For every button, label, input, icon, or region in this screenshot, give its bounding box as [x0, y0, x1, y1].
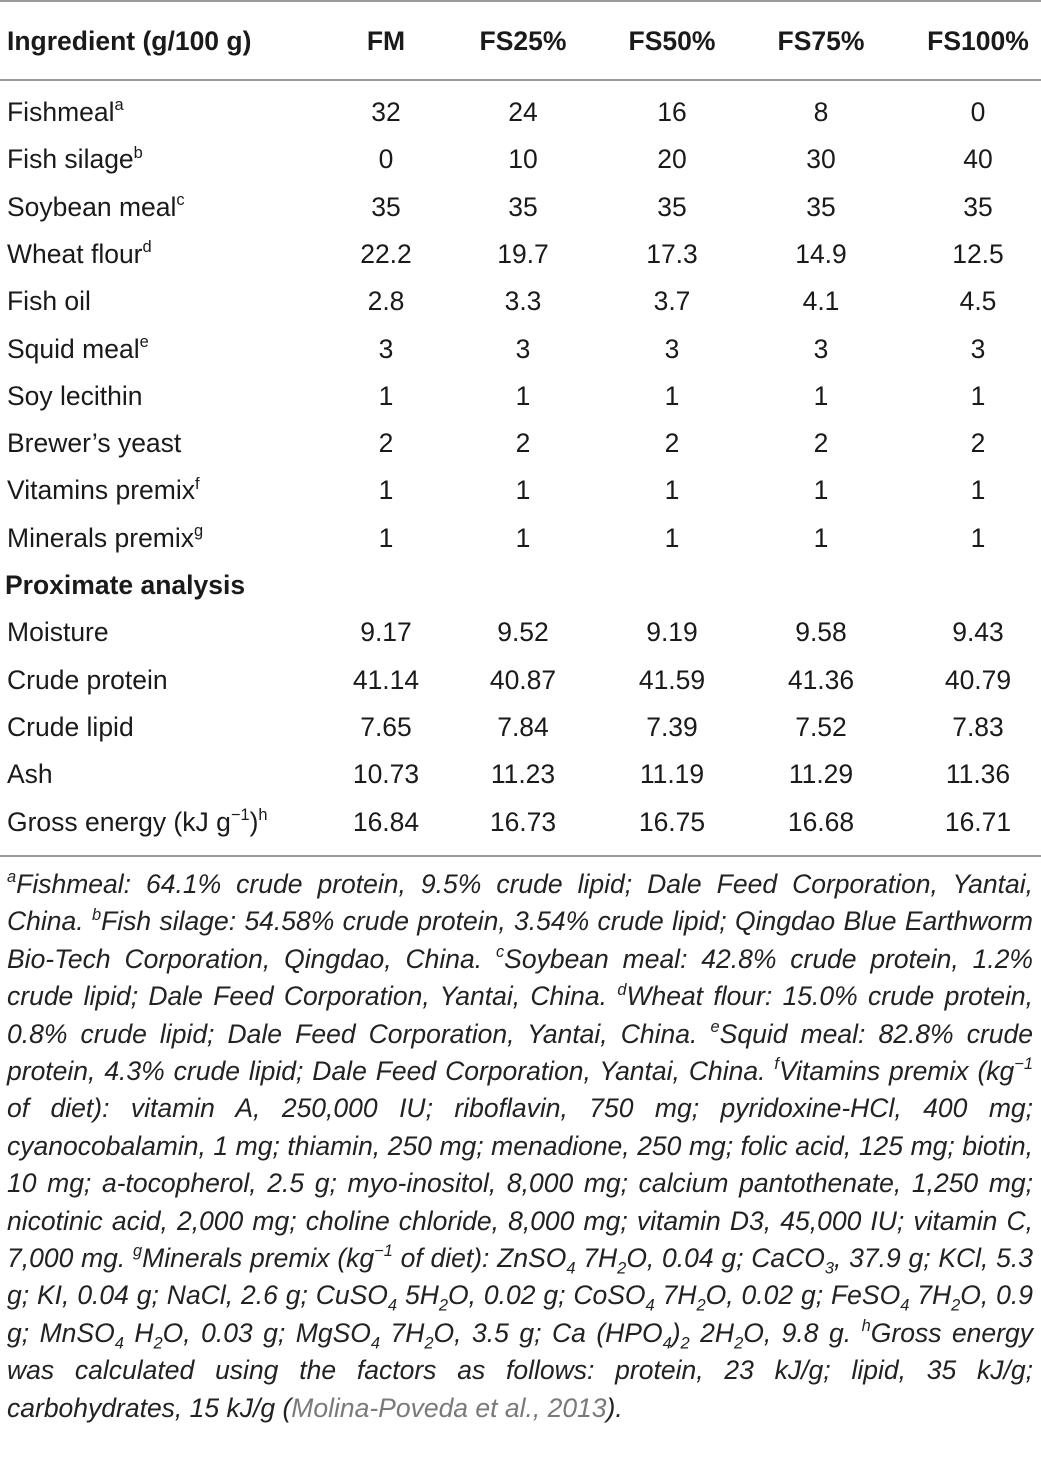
table-cell: 9.58	[795, 617, 847, 648]
footnote-e: Squid meal: 82.8% crude protein, 4.3% crude lipid; Dale Feed Corporation, Yantai, China.	[7, 1018, 1034, 1087]
table-cell: 16.68	[787, 806, 855, 837]
row-label-text: Crude protein	[7, 664, 168, 695]
table-cell: 16.75	[638, 806, 706, 837]
table-cell: 8	[813, 97, 829, 127]
row-label	[7, 751, 53, 798]
table-cell: 2	[813, 428, 829, 459]
table-cell: 10.73	[352, 759, 420, 790]
table-cell: 16.84	[352, 806, 420, 837]
row-label	[7, 420, 181, 467]
formula-text: ZnSO	[497, 1243, 567, 1274]
table-cell: 9.43	[952, 617, 1004, 648]
table-cell: 10	[508, 144, 538, 175]
footnote-mark-a: a	[7, 868, 17, 887]
subscript: 4	[387, 1296, 398, 1315]
table-cell: 1	[515, 380, 531, 411]
table-footnotes	[7, 866, 1033, 1427]
subscript: 2	[696, 1296, 706, 1315]
subscript: 2	[680, 1334, 690, 1353]
table-cell: 30	[806, 144, 836, 175]
row-label	[7, 278, 91, 325]
footnote-d: Wheat flour: 15.0% crude protein, 0.8% crude lipid; Dale Feed Corporation, Yantai, China.	[7, 981, 1033, 1049]
footnote-h-tail: ).	[606, 1392, 623, 1423]
row-label-text: Soybean meal	[7, 191, 177, 222]
table-row	[0, 184, 1041, 231]
footnote-marker: f	[195, 474, 200, 493]
subscript: 4	[645, 1296, 655, 1315]
row-label-text: Minerals premix	[7, 522, 195, 553]
formula-text: 7H	[654, 1280, 697, 1311]
subscript: 4	[662, 1334, 672, 1353]
formula-text: O, 0.04 g; CaCO	[626, 1243, 825, 1274]
formula-text: 5H	[397, 1280, 439, 1311]
footnote-marker: e	[139, 332, 149, 351]
table-cell: 7.84	[497, 711, 549, 742]
row-label-text: Fishmeal	[7, 97, 115, 127]
table-row	[0, 373, 1041, 420]
table-cell: 11.23	[490, 759, 556, 790]
row-label	[7, 609, 109, 656]
row-label-text: Soy lecithin	[7, 380, 143, 411]
subscript: 2	[424, 1334, 434, 1353]
table-cell: 19.7	[497, 238, 549, 269]
table-row	[0, 231, 1041, 278]
top-rule	[0, 0, 1041, 2]
table-cell: 1	[664, 380, 680, 411]
table-cell: 9.52	[497, 617, 549, 648]
table-cell: 3.7	[653, 286, 691, 317]
table-cell: 7.65	[360, 711, 412, 742]
subscript: 2	[617, 1259, 627, 1278]
formula-text: O, 9.8 g.	[743, 1317, 862, 1348]
header-ingredient: Ingredient (g/100 g)	[7, 26, 252, 56]
subscript: 3	[824, 1259, 835, 1278]
table-cell: 0	[970, 97, 986, 127]
footnote-f-post: of diet): vitamin A, 250,000 IU; riboflavin, 750 mg; pyridoxine-HCl, 400 mg; cyanocobalamin, 1 mg; thiamin, 250 mg; menadione, 250 mg; folic acid, 125 mg; biotin, 10 mg; a-tocopherol, 2.5 g; myo-inositol, 8,000 mg; calcium pantothenate, 1,250 mg; nicotinic acid, 2,000 mg; choline chloride, 8,000 mg; vitamin D3, 45,000 IU; vitamin C, 7,000 mg.	[7, 1093, 1033, 1274]
footnote-c: Soybean meal: 42.8% crude protein, 1.2% crude lipid; Dale Feed Corporation, Yantai, China.	[7, 943, 1033, 1012]
table-cell: 1	[378, 522, 394, 553]
footnote-mark-h: h	[861, 1317, 871, 1336]
table-cell: 4.1	[802, 286, 840, 317]
table-cell: 3	[664, 333, 680, 364]
table-cell: 35	[657, 191, 687, 222]
row-label-text: Crude lipid	[7, 711, 134, 742]
subscript: 2	[951, 1296, 961, 1315]
table-header-row	[0, 18, 1041, 65]
table-cell: 11.36	[945, 759, 1011, 790]
table-cell: 32	[371, 97, 401, 127]
unit-exponent: −1	[230, 805, 250, 824]
row-label-text: Squid meal	[7, 333, 140, 364]
table-cell: 2	[378, 428, 394, 459]
formula-text: O, 0.9 g; MnSO	[7, 1280, 1034, 1348]
table-cell: 2	[515, 428, 531, 459]
table-cell: 9.17	[360, 617, 412, 648]
table-cell: 16	[657, 97, 687, 127]
table-cell: 1	[515, 522, 531, 553]
table-cell: 4.5	[959, 286, 997, 317]
table-cell: 11.19	[639, 759, 705, 790]
table-cell: 1	[970, 380, 986, 411]
table-cell: 24	[508, 97, 538, 127]
table-cell: 3	[813, 333, 829, 364]
table-cell: 3	[970, 333, 986, 364]
table-cell: 16.71	[944, 806, 1012, 837]
table-cell: 3	[515, 333, 531, 364]
row-label-text: Vitamins premix	[7, 475, 196, 506]
table-row	[0, 609, 1041, 656]
table-row	[0, 515, 1041, 562]
table-cell: 1	[813, 380, 829, 411]
header-fs50: FS50%	[628, 26, 716, 56]
subscript: 4	[900, 1296, 910, 1315]
formula-text: , 37.9 g; KCl, 5.3 g; KI, 0.04 g; NaCl, 2.6 g; CuSO	[7, 1243, 1033, 1311]
footnote-marker: g	[194, 522, 204, 541]
footnote-g-pre: Minerals premix (kg	[142, 1243, 375, 1274]
table-cell: 16.73	[489, 806, 557, 837]
row-label-text: Brewer’s yeast	[7, 428, 182, 459]
subscript: 2	[438, 1296, 448, 1315]
table-cell: 40.87	[489, 664, 557, 695]
section-row	[0, 562, 1041, 609]
row-label	[7, 467, 200, 514]
subscript: 4	[566, 1259, 576, 1278]
footnote-h: Gross energy was calculated using the factors as follows: protein, 23 kJ/g; lipid, 35 kJ/g; carbohydrates, 15 kJ/g (	[7, 1317, 1033, 1423]
reference-link[interactable]: Molina-Poveda et al., 2013	[291, 1392, 607, 1423]
table-row	[0, 799, 1041, 846]
header-fs100: FS100%	[927, 26, 1029, 56]
formula-text: )	[671, 1317, 681, 1348]
header-fs25: FS25%	[479, 26, 567, 56]
formula-text: H	[123, 1317, 154, 1348]
table-cell: 3	[378, 333, 394, 364]
row-label	[7, 136, 143, 183]
row-label	[7, 704, 134, 751]
footnote-mark-b: b	[91, 905, 102, 924]
footnote-marker: c	[176, 190, 185, 209]
footnote-mark-c: c	[495, 943, 505, 962]
subscript: 4	[370, 1334, 381, 1353]
footnote-a: Fishmeal: 64.1% crude protein, 9.5% crude lipid; Dale Feed Corporation, Yantai, China.	[7, 869, 1033, 937]
table-cell: 1	[813, 475, 829, 506]
footnote-mark-d: d	[617, 980, 627, 999]
table-cell: 1	[813, 522, 829, 553]
table-cell: 20	[657, 144, 687, 175]
formula-text: 7H	[909, 1280, 952, 1311]
row-label-text: Ash	[7, 759, 53, 790]
formula-text: O, 0.02 g; CoSO	[447, 1280, 646, 1311]
table-cell: 9.19	[646, 617, 698, 648]
table-row	[0, 278, 1041, 325]
subscript: 2	[734, 1334, 744, 1353]
row-label	[7, 231, 152, 278]
table-cell: 41.59	[638, 664, 706, 695]
table-cell: 35	[508, 191, 538, 222]
header-rule	[0, 79, 1041, 81]
table-cell: 11.29	[788, 759, 854, 790]
row-label	[7, 515, 203, 562]
table-row	[0, 704, 1041, 751]
row-label-text: Fish silage	[7, 144, 134, 175]
table-cell: 35	[963, 191, 993, 222]
footnote-marker: b	[133, 143, 143, 162]
table-cell: 1	[378, 475, 394, 506]
table-cell: 0	[378, 144, 394, 175]
footnote-b: Fish silage: 54.58% crude protein, 3.54% crude lipid; Qingdao Blue Earthworm Bio-Tech Corporation, Qingdao, China.	[7, 906, 1033, 974]
formula-text: 7H	[575, 1243, 618, 1274]
table-cell: 17.3	[646, 238, 698, 269]
table-cell: 41.14	[352, 664, 420, 695]
subscript: 4	[114, 1334, 124, 1353]
table-cell: 1	[970, 522, 986, 553]
footnote-marker: a	[114, 96, 124, 115]
table-cell: 1	[664, 522, 680, 553]
footnote-mark-f: f	[774, 1055, 779, 1074]
row-label	[7, 799, 268, 846]
table-cell: 1	[378, 380, 394, 411]
table-cell: 41.36	[787, 664, 855, 695]
table-cell: 1	[664, 475, 680, 506]
table-cell: 1	[515, 475, 531, 506]
table-cell: 7.39	[646, 711, 698, 742]
table-cell: 2	[664, 428, 680, 459]
footnote-mark-e: e	[710, 1017, 720, 1036]
row-label	[7, 657, 168, 704]
footnote-marker: d	[142, 238, 152, 257]
table-row	[0, 326, 1041, 373]
table-row	[0, 420, 1041, 467]
table-row	[0, 89, 1041, 136]
row-label-text: Fish oil	[7, 286, 91, 317]
table-cell: 35	[371, 191, 401, 222]
formula-text: O, 3.5 g; Ca (HPO	[433, 1317, 663, 1348]
subscript: 2	[153, 1334, 163, 1353]
table-cell: 12.5	[952, 238, 1004, 269]
table-cell: 14.9	[795, 238, 847, 269]
footnote-g-post: of diet):	[392, 1243, 498, 1274]
footnote-mark-g: g	[133, 1242, 143, 1261]
table-cell: 2	[970, 428, 986, 459]
table-cell: 35	[806, 191, 836, 222]
footnote-marker: h	[258, 805, 268, 824]
formula-text: O, 0.02 g; FeSO	[705, 1280, 901, 1311]
formula-text: O, 0.03 g; MgSO	[162, 1317, 371, 1348]
bottom-rule	[0, 855, 1041, 857]
table-cell: 40	[963, 144, 993, 175]
formula-text: 7H	[380, 1317, 425, 1348]
footnote-f-exp: −1	[1014, 1055, 1033, 1074]
table-cell: 40.79	[944, 664, 1012, 695]
row-label-text: Gross energy (kJ g	[7, 806, 231, 837]
formula-text: 2H	[689, 1317, 735, 1348]
table-cell: 7.52	[795, 711, 847, 742]
table-cell: 2.8	[367, 286, 405, 317]
table-cell: 22.2	[360, 238, 412, 269]
row-label	[7, 89, 124, 136]
table-row	[0, 467, 1041, 514]
header-fs75: FS75%	[777, 26, 865, 56]
row-label-text: Moisture	[7, 617, 109, 648]
header-fm: FM	[366, 26, 406, 56]
footnote-f-pre: Vitamins premix (kg	[778, 1056, 1015, 1087]
row-label	[7, 326, 149, 373]
table-row	[0, 657, 1041, 704]
section-title: Proximate analysis	[5, 570, 246, 600]
table-cell: 3.3	[504, 286, 542, 317]
row-label	[7, 373, 143, 420]
table-cell: 7.83	[952, 711, 1004, 742]
row-label-text: Wheat flour	[7, 238, 143, 269]
table-row	[0, 751, 1041, 798]
footnote-g-exp: −1	[374, 1242, 393, 1261]
row-label	[7, 184, 185, 231]
table-row	[0, 136, 1041, 183]
table-cell: 1	[970, 475, 986, 506]
row-label-close: )	[249, 806, 259, 837]
